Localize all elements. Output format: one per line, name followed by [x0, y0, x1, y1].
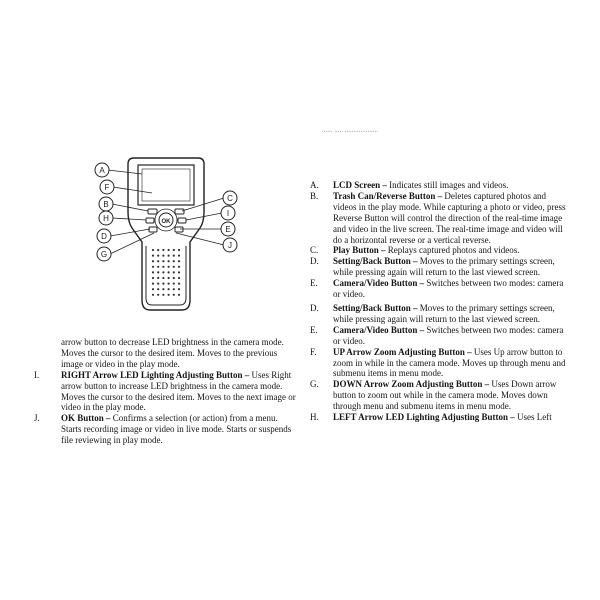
item-term: DOWN Arrow Zoom Adjusting Button – [333, 379, 490, 390]
item-letter: E. [310, 324, 318, 335]
list-item-c [310, 245, 566, 256]
borescope-device-diagram [82, 150, 250, 338]
grip-dot [173, 260, 175, 262]
grip-dot [162, 249, 164, 251]
item-term: Camera/Video Button – [333, 324, 425, 335]
callout-i: I [226, 209, 230, 218]
list-item-g [310, 379, 566, 412]
cut-off-text-line: ...... ..... ................... [322, 127, 378, 133]
item-text: Uses Down arrow button to zoom out while in the camera mode. Moves down through menu and submenu items in menu mode. [333, 379, 557, 412]
item-term: RIGHT Arrow LED Lighting Adjusting Button – [61, 369, 250, 380]
list-item-f [310, 347, 566, 380]
item-term: Trash Can/Reverse Button – [333, 190, 443, 201]
grip-dot [162, 260, 164, 262]
grip-dot [162, 271, 164, 273]
grip-dot [157, 260, 159, 262]
grip-dot [157, 266, 159, 268]
grip-dot [152, 283, 154, 285]
item-text: Switches between two modes: camera or video. [333, 278, 564, 300]
list-item-i [34, 370, 300, 414]
item-term: LCD Screen – [333, 180, 387, 190]
item-letter: G. [310, 379, 319, 390]
item-letter: D. [310, 302, 319, 313]
ok-label: OK [161, 219, 171, 225]
grip-dot [173, 277, 175, 279]
list-item-e [310, 278, 566, 300]
list-item-b [310, 191, 566, 246]
list-item-d-repeat [310, 303, 566, 325]
list-item-e-repeat [310, 325, 566, 347]
grip-dot [168, 294, 170, 296]
list-item-j [34, 413, 300, 446]
grip-dot [152, 249, 154, 251]
item-text: Uses Right arrow button to increase LED brightness in the camera mode. Moves the cursor to the desired item. Moves to the next image or video in the play mode. [61, 369, 296, 413]
list-item-a [310, 180, 566, 191]
grip-dot [178, 260, 180, 262]
item-letter: B. [310, 190, 319, 201]
item-letter: F. [310, 346, 317, 357]
callout-a: A [99, 166, 105, 175]
grip-dot [157, 255, 159, 257]
grip-dot [168, 277, 170, 279]
grip-dot [152, 260, 154, 262]
callout-f: F [104, 183, 110, 192]
grip-dot [162, 255, 164, 257]
item-letter: C. [310, 245, 319, 256]
grip-dot [152, 266, 154, 268]
grip-dot [152, 288, 154, 290]
grip-dot [157, 277, 159, 279]
item-letter: J. [34, 413, 40, 424]
continuation-paragraph: arrow button to decrease LED brightness in the camera mode. Moves the cursor to the desired item. Moves to the previous image or video in the play mode. [61, 337, 284, 369]
list-item-d [310, 256, 566, 278]
grip-dot [162, 266, 164, 268]
grip-dot [152, 271, 154, 273]
item-text: Uses Up arrow button to zoom in while in the camera mode. Moves up through menu and submenu items in menu mode. [333, 346, 566, 379]
grip-dot [173, 271, 175, 273]
grip-dot [178, 288, 180, 290]
callout-b: B [103, 200, 109, 209]
callout-h: H [103, 214, 109, 223]
grip-dot [168, 249, 170, 251]
grip-dot [173, 266, 175, 268]
grip-dot [157, 283, 159, 285]
grip-dot [162, 277, 164, 279]
item-term: Setting/Back Button – [333, 302, 418, 313]
grip-dot [168, 260, 170, 262]
item-letter: A. [310, 180, 319, 190]
grip-dot [152, 294, 154, 296]
grip-dot [152, 277, 154, 279]
grip-dot [152, 255, 154, 257]
grip-dot [178, 283, 180, 285]
item-term: OK Button – [61, 413, 111, 424]
item-term: UP Arrow Zoom Adjusting Button – [333, 346, 472, 357]
item-text: Replays captured photos and videos. [387, 245, 520, 256]
item-letter: D. [310, 256, 319, 267]
grip-dot [162, 288, 164, 290]
grip-dot [157, 288, 159, 290]
grip-dot [178, 277, 180, 279]
grip-dot [162, 283, 164, 285]
device-body [128, 158, 204, 310]
grip-dot [178, 271, 180, 273]
right-column [310, 180, 566, 423]
item-term: Camera/Video Button – [333, 278, 425, 289]
item-text: Deletes captured photos and videos in the play mode. While capturing a photo or video, press Reverse Button will control the direction of the real-time image and video in the live screen. The real-time image and video will do a horizontal reverse or a vertical reverse. [333, 190, 566, 245]
left-column [34, 337, 300, 446]
grip-dot [173, 283, 175, 285]
item-text: Moves to the primary settings screen, while pressing again will return to the last viewed screen. [333, 302, 555, 324]
item-letter: H. [310, 412, 319, 423]
grip-dot [173, 255, 175, 257]
grip-dot [168, 288, 170, 290]
item-text: Uses Left [516, 412, 552, 423]
item-text: Moves to the primary settings screen, while pressing again will return to the last viewed screen. [333, 256, 555, 278]
item-letter: I. [34, 369, 40, 380]
callout-e: E [225, 225, 231, 234]
lcd-screen [138, 165, 194, 205]
callout-c: C [227, 194, 233, 203]
item-text: Switches between two modes: camera or video. [333, 324, 564, 346]
item-text: Indicates still images and videos. [389, 180, 509, 190]
callout-g: G [100, 250, 108, 259]
grip-dot [162, 294, 164, 296]
item-term: Play Button – [333, 245, 386, 256]
item-term: LEFT Arrow LED Lighting Adjusting Button – [333, 412, 515, 423]
grip-dot [173, 294, 175, 296]
grip-dot [178, 266, 180, 268]
grip-dot [157, 294, 159, 296]
item-term: Setting/Back Button – [333, 256, 418, 267]
grip-dot [178, 294, 180, 296]
item-text: Confirms a selection (or action) from a menu. Starts recording image or video in live mode. Starts or suspends file reviewing in play mode. [61, 413, 292, 446]
grip-dot [173, 249, 175, 251]
grip-dot [157, 249, 159, 251]
grip-dot [173, 288, 175, 290]
grip-dot [168, 271, 170, 273]
callout-d: D [101, 232, 107, 241]
grip-dot [178, 255, 180, 257]
grip-dots [152, 249, 180, 296]
grip-dot [168, 283, 170, 285]
item-letter: E. [310, 278, 318, 289]
list-item-h [310, 412, 566, 423]
grip-dot [168, 255, 170, 257]
grip-dot [178, 249, 180, 251]
grip-dot [157, 271, 159, 273]
callout-j: J [228, 241, 232, 250]
grip-dot [168, 266, 170, 268]
